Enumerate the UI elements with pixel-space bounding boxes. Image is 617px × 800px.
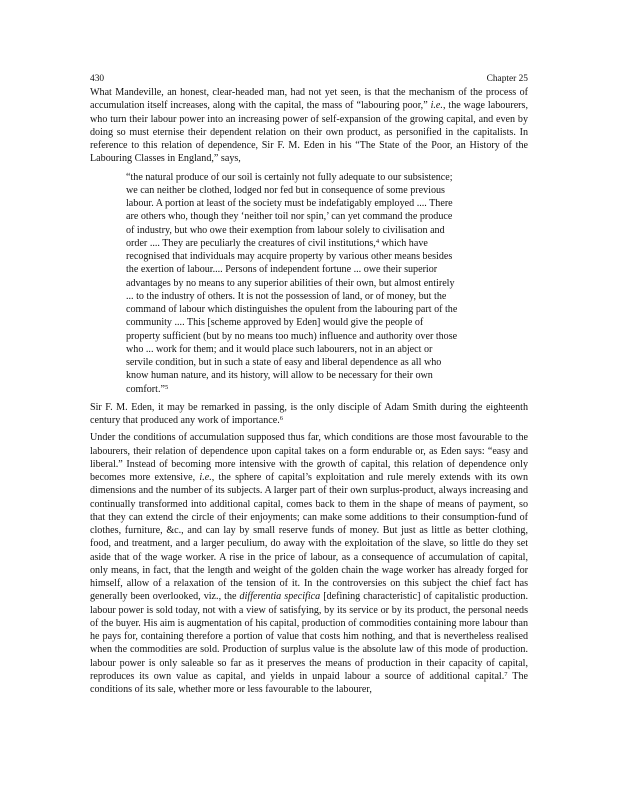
quote-line: servile condition, but in such a state of easy and liberal dependence as all who	[126, 357, 442, 368]
chapter-label: Chapter 25	[486, 74, 528, 84]
quote-line: “the natural produce of our soil is certainly not fully adequate to our subsistence;	[126, 171, 453, 183]
quote-line: ... to the industry of others. It is not the possession of land, or of money, but the	[126, 290, 447, 302]
paragraph-eden-note: Sir F. M. Eden, it may be remarked in passing, is the only disciple of Adam Smith during the eighteenth century that produced any work of importance.$^6$	[90, 401, 528, 426]
footnote-marker: 5	[164, 383, 169, 391]
footnote-marker: 7	[504, 670, 508, 678]
quote-line: command of labour which distinguishes the opulent from the labouring part of the	[126, 304, 458, 315]
quote-line: we can neither be clothed, lodged nor fed but in consequence of some previous	[126, 184, 445, 196]
quote-line: of industry, but who owe their exemption from labour solely to civilisation and	[126, 224, 445, 236]
quote-line: advantages by no means to any superior abilities of their own, but almost entirely	[126, 277, 455, 289]
eden-block-quote	[90, 171, 528, 396]
footnote-marker: 6	[279, 415, 284, 422]
paragraph-conditions-of-accumulation: Under the conditions of accumulation supposed thus far, which conditions are those most favourable to the labourers, their relation of dependence upon capital takes on a form endurable or, as Eden says: “easy and liberal.” Instead of becoming more intensive with the growth of capital, this relation of dependence only becomes more extensive, i.e., the sphere of capital’s exploitation and rule merely extends with its own dimensions and the number of its subjects. A larger part of their own surplus-product, always increasing and continually transformed into additional capital, comes back to them in the shape of means of payment, so that they can extend the circle of their enjoyments; can make some additions to their consumption-fund of clothes, furniture, &c., and can lay by small reserve funds of money. But just as little as better clothing, food, and treatment, and a larger peculium, do away with the exploitation of the slave, so little do they set aside that of the wage worker. A rise in the price of labour, as a consequence of accumulation of capital, only means, in fact, that the length and weight of the golden chain the wage worker has already forged for himself, allow of a relaxation of the tension of it. In the controversies on this subject the chief fact has generally been overlooked, viz., the differentia specifica [defining characteristic] of capitalistic production. labour power is sold today, not with a view of satisfying, by its service or by its product, the personal needs of the buyer. His aim is augmentation of his capital, production of commodities containing more labour than he pays for, containing therefore a portion of value that costs him nothing, and that is nevertheless realised when the commodities are sold. Production of surplus value is the absolute law of this mode of production. labour power is only saleable so far as it preserves the means of production in their capacity of capital, reproduces its own value as capital, and yields in unpaid labour a source of additional capital.$^7$ The conditions of its sale, whether more or less favourable to the labourer,	[90, 432, 528, 695]
quote-line: recognised that individuals may acquire property by various other means besides	[126, 251, 453, 262]
latin-term: differentia specifica	[239, 591, 321, 603]
quote-line: who ... work for them; and it would place such labourers, not in an abject or	[126, 343, 433, 355]
page-header	[90, 73, 528, 85]
footnote-marker: 4	[375, 237, 380, 245]
quote-line: the exertion of labour.... Persons of independent fortune ... owe their superior	[126, 264, 438, 276]
quote-line: order .... They are peculiarly the creatures of civil institutions,$^4$ which have	[126, 237, 428, 249]
quote-line: community .... This [scheme approved by Eden] would give the people of	[126, 317, 424, 329]
book-page	[90, 73, 528, 701]
quote-line: property sufficient (but by no means too much) influence and authority over those	[126, 330, 458, 342]
quote-line: know human nature, and its history, will allow to be necessary for their own	[126, 370, 433, 382]
page-number: 430	[90, 74, 105, 84]
paragraph-mandeville: What Mandeville, an honest, clear-headed man, had not yet seen, is that the mechanism of the process of accumulation itself increases, along with the capital, the mass of “labouring poor,” i.e., the wage labourers, who turn their labour power into an increasing power of self-expansion of the growing capital, and even by doing so must eternise their dependent relation on their own product, as personified in the capitalists. In reference to this relation of dependence, Sir F. M. Eden in his “The State of the Poor, an History of the Labouring Classes in England,” says,	[90, 87, 528, 165]
quote-line: are others who, though they ‘neither toil nor spin,’ can yet command the produce	[126, 211, 453, 223]
quote-line: comfort.”$^5$	[126, 383, 169, 395]
quote-line: labour. A portion at least of the society must be indefatigably employed .... There	[126, 198, 453, 209]
